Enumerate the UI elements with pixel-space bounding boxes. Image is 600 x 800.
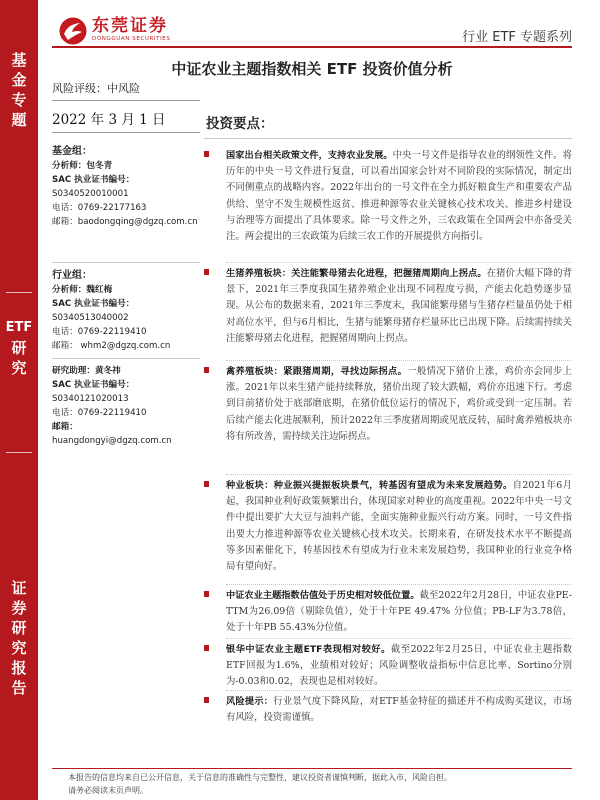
analyst-name: 分析师：魏红梅 <box>52 285 113 295</box>
email-label: 邮箱： <box>52 422 78 432</box>
email-link[interactable]: huangdongyi@dgzq.com.cn <box>52 436 172 446</box>
key-point-policy <box>204 148 572 245</box>
divider <box>226 360 572 361</box>
key-point-body: 中央一号文件是指导农业的纲领性文件。将历年的中央一号文件进行复盘，可以看出国家会针对不同阶段的实际情况，制定出不同侧重点的战略内容。2022年出台的一号文件在全力抓好粮食生产和重要农产品供给、坚守不发生规模性返贫、推进种源等农业关键核心技术攻关、推进乡村建设与治理等方面提出了具体要求。除一号文件之外，三农政策在全国两会中亦备受关注。两会提出的三农政策为后续三农工作的开展提供方向指引。 <box>226 150 572 243</box>
report-series: 行业 ETF 专题系列 <box>462 30 572 45</box>
key-point-body: 截至2022年2月25日，中证农业主题指数ETF回报为1.6%，业绩相对较好；风险调整收益指标中信息比率、Sortino分别为-0.03和0.02，表现也是相对较好。 <box>226 644 572 688</box>
side-divider <box>6 452 32 453</box>
sac-number: S0340121020013 <box>52 394 129 404</box>
side-label-etf-research: ETF 研 究 <box>5 320 33 377</box>
phone: 电话：0769-22119410 <box>52 327 147 337</box>
divider <box>226 262 572 263</box>
footer-divider <box>52 768 572 769</box>
bullet-icon <box>204 697 209 703</box>
bullet-icon <box>204 591 209 597</box>
company-logo <box>58 16 170 46</box>
fund-team-contacts <box>52 144 200 229</box>
email-link[interactable]: 邮箱： whm2@dgzq.com.cn <box>52 341 171 351</box>
key-point-seed <box>204 478 572 575</box>
left-column <box>52 80 200 446</box>
sac-label: SAC 执业证书编号： <box>52 175 135 185</box>
key-point-body: 截至2022年2月28日，中证农业PE-TTM为26.09倍（剔除负值），处于十年PE 49.47% 分位值；PB-LF为3.78倍，处于十年PB 55.43%分位值。 <box>226 590 572 634</box>
side-label-securities-report: 证 券 研 究 报 告 <box>11 579 27 697</box>
phone: 电话：0769-22119410 <box>52 408 147 418</box>
key-point-body: 行业景气度下降风险，对ETF基金特征的描述并不构成购买建议，市场有风险，投资需谨慎。 <box>226 696 572 724</box>
analyst-name: 分析师：包冬青 <box>52 161 113 171</box>
email-link[interactable]: 邮箱：baodongqing@dgzq.com.cn <box>52 217 198 227</box>
divider <box>226 584 572 585</box>
phone: 电话：0769-22177163 <box>52 203 147 213</box>
sac-number: S0340520010001 <box>52 189 129 199</box>
key-point-body: 一般情况下猪价上涨，鸡价亦会同步上涨。2021年以来生猪产能持续释放，猪价出现了较大跌幅，鸡价亦迅速下行。考虑到目前猪价处于底部磨底期，在猪价低位运行的情况下，鸡价或受到一定压制。若后续产能去化进展顺利，预计2022年三季度猪周期或见底反转，届时禽养殖板块亦将有所改善，需持续关注边际拐点。 <box>226 366 572 442</box>
key-point-poultry <box>204 364 572 445</box>
sac-label: SAC 执业证书编号： <box>52 299 135 309</box>
bullet-icon <box>204 481 209 487</box>
report-header <box>52 10 572 50</box>
divider <box>204 138 572 139</box>
divider <box>52 132 200 133</box>
key-points-title: 投资要点： <box>206 116 274 132</box>
side-label-fund-topic: 基 金 专 题 <box>11 51 27 129</box>
key-points-section <box>204 112 573 724</box>
bullet-icon <box>204 645 209 651</box>
report-title: 中证农业主题指数相关 ETF 投资价值分析 <box>171 60 453 78</box>
key-point-valuation <box>204 588 572 637</box>
key-point-body: 自2021年6月起，我国种业利好政策频繁出台，体现国家对种业的高度重视。2022年中央一号文件中提出要扩大大豆与油料产能，全面实施种业振兴行动方案。同时，一号文件指出要大力推进种源等农业关键核心技术攻关。长期来看，在研发技术水平不断提高等多因素催化下，转基因技术有望成为行业未来发展趋势，我国种业的行业竞争格局有望向好。 <box>226 480 573 573</box>
footer-disclaimer <box>68 771 568 797</box>
key-point-lead: 银华中证农业主题ETF表现相对较好。 <box>226 644 391 655</box>
key-point-lead: 生猪养殖板块：关注能繁母猪去化进程，把握猪周期向上拐点。 <box>226 268 487 279</box>
key-point-lead: 中证农业主题指数估值处于历史相对较低位置。 <box>226 590 420 601</box>
divider <box>52 100 200 101</box>
key-point-lead: 国家出台相关政策文件，支持农业发展。 <box>226 150 393 161</box>
key-point-lead: 风险提示： <box>226 696 274 707</box>
group-title: 基金组： <box>52 146 92 157</box>
bullet-icon <box>204 151 209 157</box>
bullet-icon <box>204 269 209 275</box>
report-date: 2022 年 3 月 1 日 <box>52 112 166 128</box>
key-point-risk <box>204 694 572 726</box>
key-point-etf-performance <box>204 642 572 691</box>
side-band <box>0 0 38 800</box>
risk-rating: 风险评级：中风险 <box>52 82 140 95</box>
key-point-body: 在猪价大幅下降的背景下，2021年三季度我国生猪养殖企业出现不同程度亏损，产能去化趋势逐步显现。从公布的数据来看，2021年三季度末，我国能繁母猪与生猪存栏量虽仍处于相对高位水平，但与6月相比，生猪与能繁母猪存栏量环比已出现下降。后续需持续关注能繁母猪去化进程，把握猪周期向上拐点。 <box>226 268 572 344</box>
divider <box>52 358 200 359</box>
research-assistant-contacts <box>52 364 200 448</box>
key-point-lead: 禽养殖板块：紧跟猪周期，寻找边际拐点。 <box>226 366 408 377</box>
disclaimer-notice: 请务必阅读末页声明。 <box>68 786 148 795</box>
divider <box>226 474 572 475</box>
divider <box>226 690 572 691</box>
disclaimer-text: 本报告的信息均来自已公开信息，关于信息的准确性与完整性，建议投资者谨慎判断，据此入市，风险自担。 <box>68 773 452 782</box>
header-divider <box>52 46 572 48</box>
logo-chinese-name: 东莞证券 <box>92 16 168 36</box>
sac-number: S0340513040002 <box>52 313 129 323</box>
divider <box>226 638 572 639</box>
key-point-lead: 种业板块：种业振兴提振板块景气，转基因有望成为未来发展趋势。 <box>226 480 513 491</box>
logo-english-name: DONGGUAN SECURITIES <box>92 36 171 42</box>
assistant-name: 研究助理：黄冬祎 <box>52 366 121 376</box>
side-divider <box>6 292 32 293</box>
divider <box>52 262 200 263</box>
industry-team-contacts <box>52 268 200 353</box>
bullet-icon <box>204 367 209 373</box>
company-logo-icon <box>58 16 88 46</box>
sac-label: SAC 执业证书编号： <box>52 380 135 390</box>
key-point-hog <box>204 266 572 347</box>
group-title: 行业组： <box>52 270 92 281</box>
